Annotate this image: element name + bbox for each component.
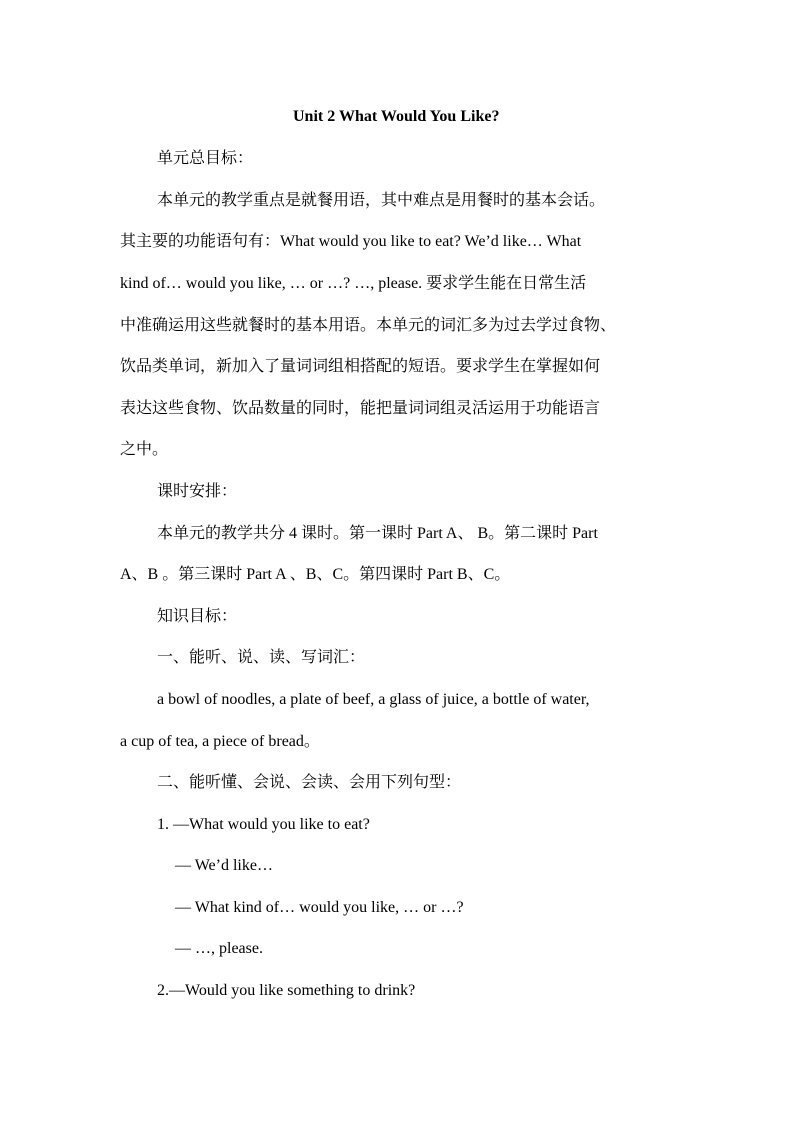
goal-heading: 单元总目标： <box>157 150 254 167</box>
goal-line: kind of… would you like, … or …? …, please. 要求学生能在日常生活 <box>120 275 587 292</box>
schedule-heading: 课时安排： <box>157 483 238 500</box>
page-title: Unit 2 What Would You Like? <box>293 108 500 125</box>
knowledge-heading: 知识目标： <box>157 608 238 625</box>
goal-line: 中准确运用这些就餐时的基本用语。本单元的词汇多为过去学过食物、 <box>120 317 617 334</box>
dialogue-line: 1. —What would you like to eat? <box>157 816 370 833</box>
vocab-heading: 一、能听、说、读、写词汇： <box>157 649 366 666</box>
dialogue-line: — …, please. <box>175 940 263 957</box>
dialogue-line: 2.—Would you like something to drink? <box>157 982 416 999</box>
schedule-line: 本单元的教学共分 4 课时。第一课时 Part A、 B。第二课时 Part <box>157 525 598 542</box>
sentences-heading: 二、能听懂、会说、会读、会用下列句型： <box>157 774 462 791</box>
schedule-line: A、B 。第三课时 Part A 、B、C。第四课时 Part B、C。 <box>120 566 511 583</box>
goal-line: 本单元的教学重点是就餐用语，其中难点是用餐时的基本会话。 <box>157 192 606 209</box>
vocab-line: a cup of tea, a piece of bread。 <box>120 733 320 750</box>
goal-line: 之中。 <box>120 441 169 458</box>
goal-line: 饮品类单词，新加入了量词词组相搭配的短语。要求学生在掌握如何 <box>120 358 601 375</box>
goal-line: 其主要的功能语句有：What would you like to eat? We’d like… What <box>120 233 582 250</box>
dialogue-line: — What kind of… would you like, … or …? <box>175 899 464 916</box>
goal-line: 表达这些食物、饮品数量的同时，能把量词词组灵活运用于功能语言 <box>120 400 601 417</box>
vocab-line: a bowl of noodles, a plate of beef, a glass of juice, a bottle of water, <box>157 691 590 708</box>
dialogue-line: — We’d like… <box>175 857 273 874</box>
